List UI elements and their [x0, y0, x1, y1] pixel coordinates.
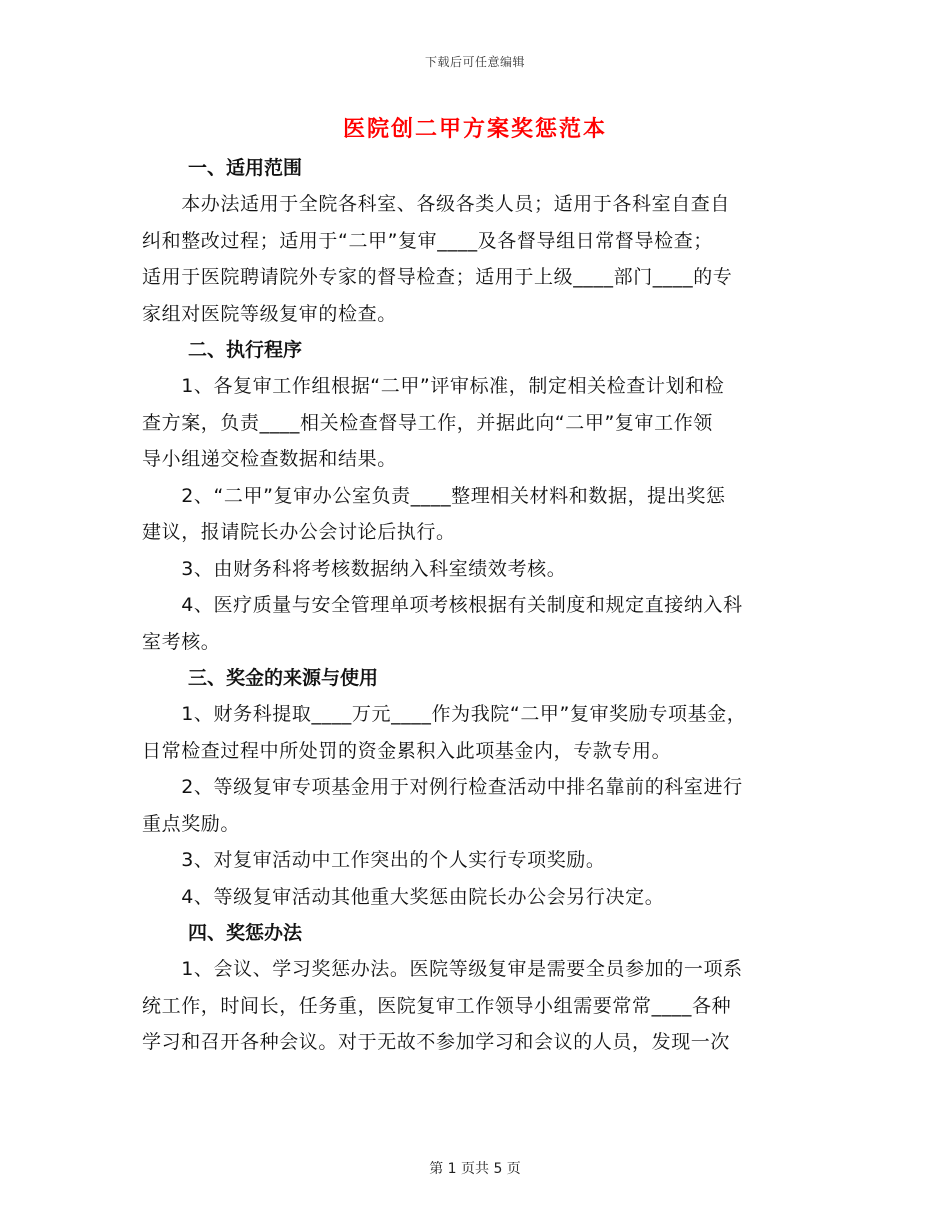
section-heading: 一、适用范围 — [188, 157, 303, 179]
document-title: 医院创二甲方案奖惩范本 — [342, 117, 607, 142]
document-body — [142, 150, 822, 1061]
paragraph: 2、等级复审专项基金用于对例行检查活动中排名靠前的科室进行 重点奖励。 — [142, 776, 743, 835]
paragraph: 2、“二甲”复审办公室负责____整理相关材料和数据，提出奖惩 建议，报请院长办公会讨论后执行。 — [142, 484, 726, 543]
section-heading: 四、奖惩办法 — [188, 922, 303, 944]
paragraph: 本办法适用于全院各科室、各级各类人员；适用于各科室自查自 纠和整改过程；适用于“二甲”复审____及各督导组日常督导检查； 适用于医院聘请院外专家的督导检查；适用于上级____部门____的专 家组对医院等级复审的检查。 — [142, 193, 733, 325]
paragraph: 4、医疗质量与安全管理单项考核根据有关制度和规定直接纳入科 室考核。 — [142, 594, 743, 653]
section-heading: 三、奖金的来源与使用 — [188, 667, 379, 689]
paragraph: 1、各复审工作组根据“二甲”评审标准，制定相关检查计划和检 查方案，负责____相关检查督导工作，并据此向“二甲”复审工作领 导小组递交检查数据和结果。 — [142, 375, 725, 470]
paragraph: 1、财务科提取____万元____作为我院“二甲”复审奖励专项基金， 日常检查过程中所处罚的资金累积入此项基金内，专款专用。 — [142, 703, 747, 762]
section-heading: 二、执行程序 — [188, 339, 303, 361]
page-footer: 第 1 页共 5 页 — [429, 1161, 521, 1177]
header-note: 下载后可任意编辑 — [424, 55, 525, 69]
paragraph: 1、会议、学习奖惩办法。医院等级复审是需要全员参加的一项系 统工作，时间长，任务重，医院复审工作领导小组需要常常____各种 学习和召开各种会议。对于无故不参加学习和会议的人员，发现一次 — [142, 958, 743, 1053]
paragraph: 4、等级复审活动其他重大奖惩由院长办公会另行决定。 — [142, 885, 665, 908]
paragraph: 3、由财务科将考核数据纳入科室绩效考核。 — [142, 557, 567, 580]
paragraph: 3、对复审活动中工作突出的个人实行专项奖励。 — [142, 849, 606, 871]
